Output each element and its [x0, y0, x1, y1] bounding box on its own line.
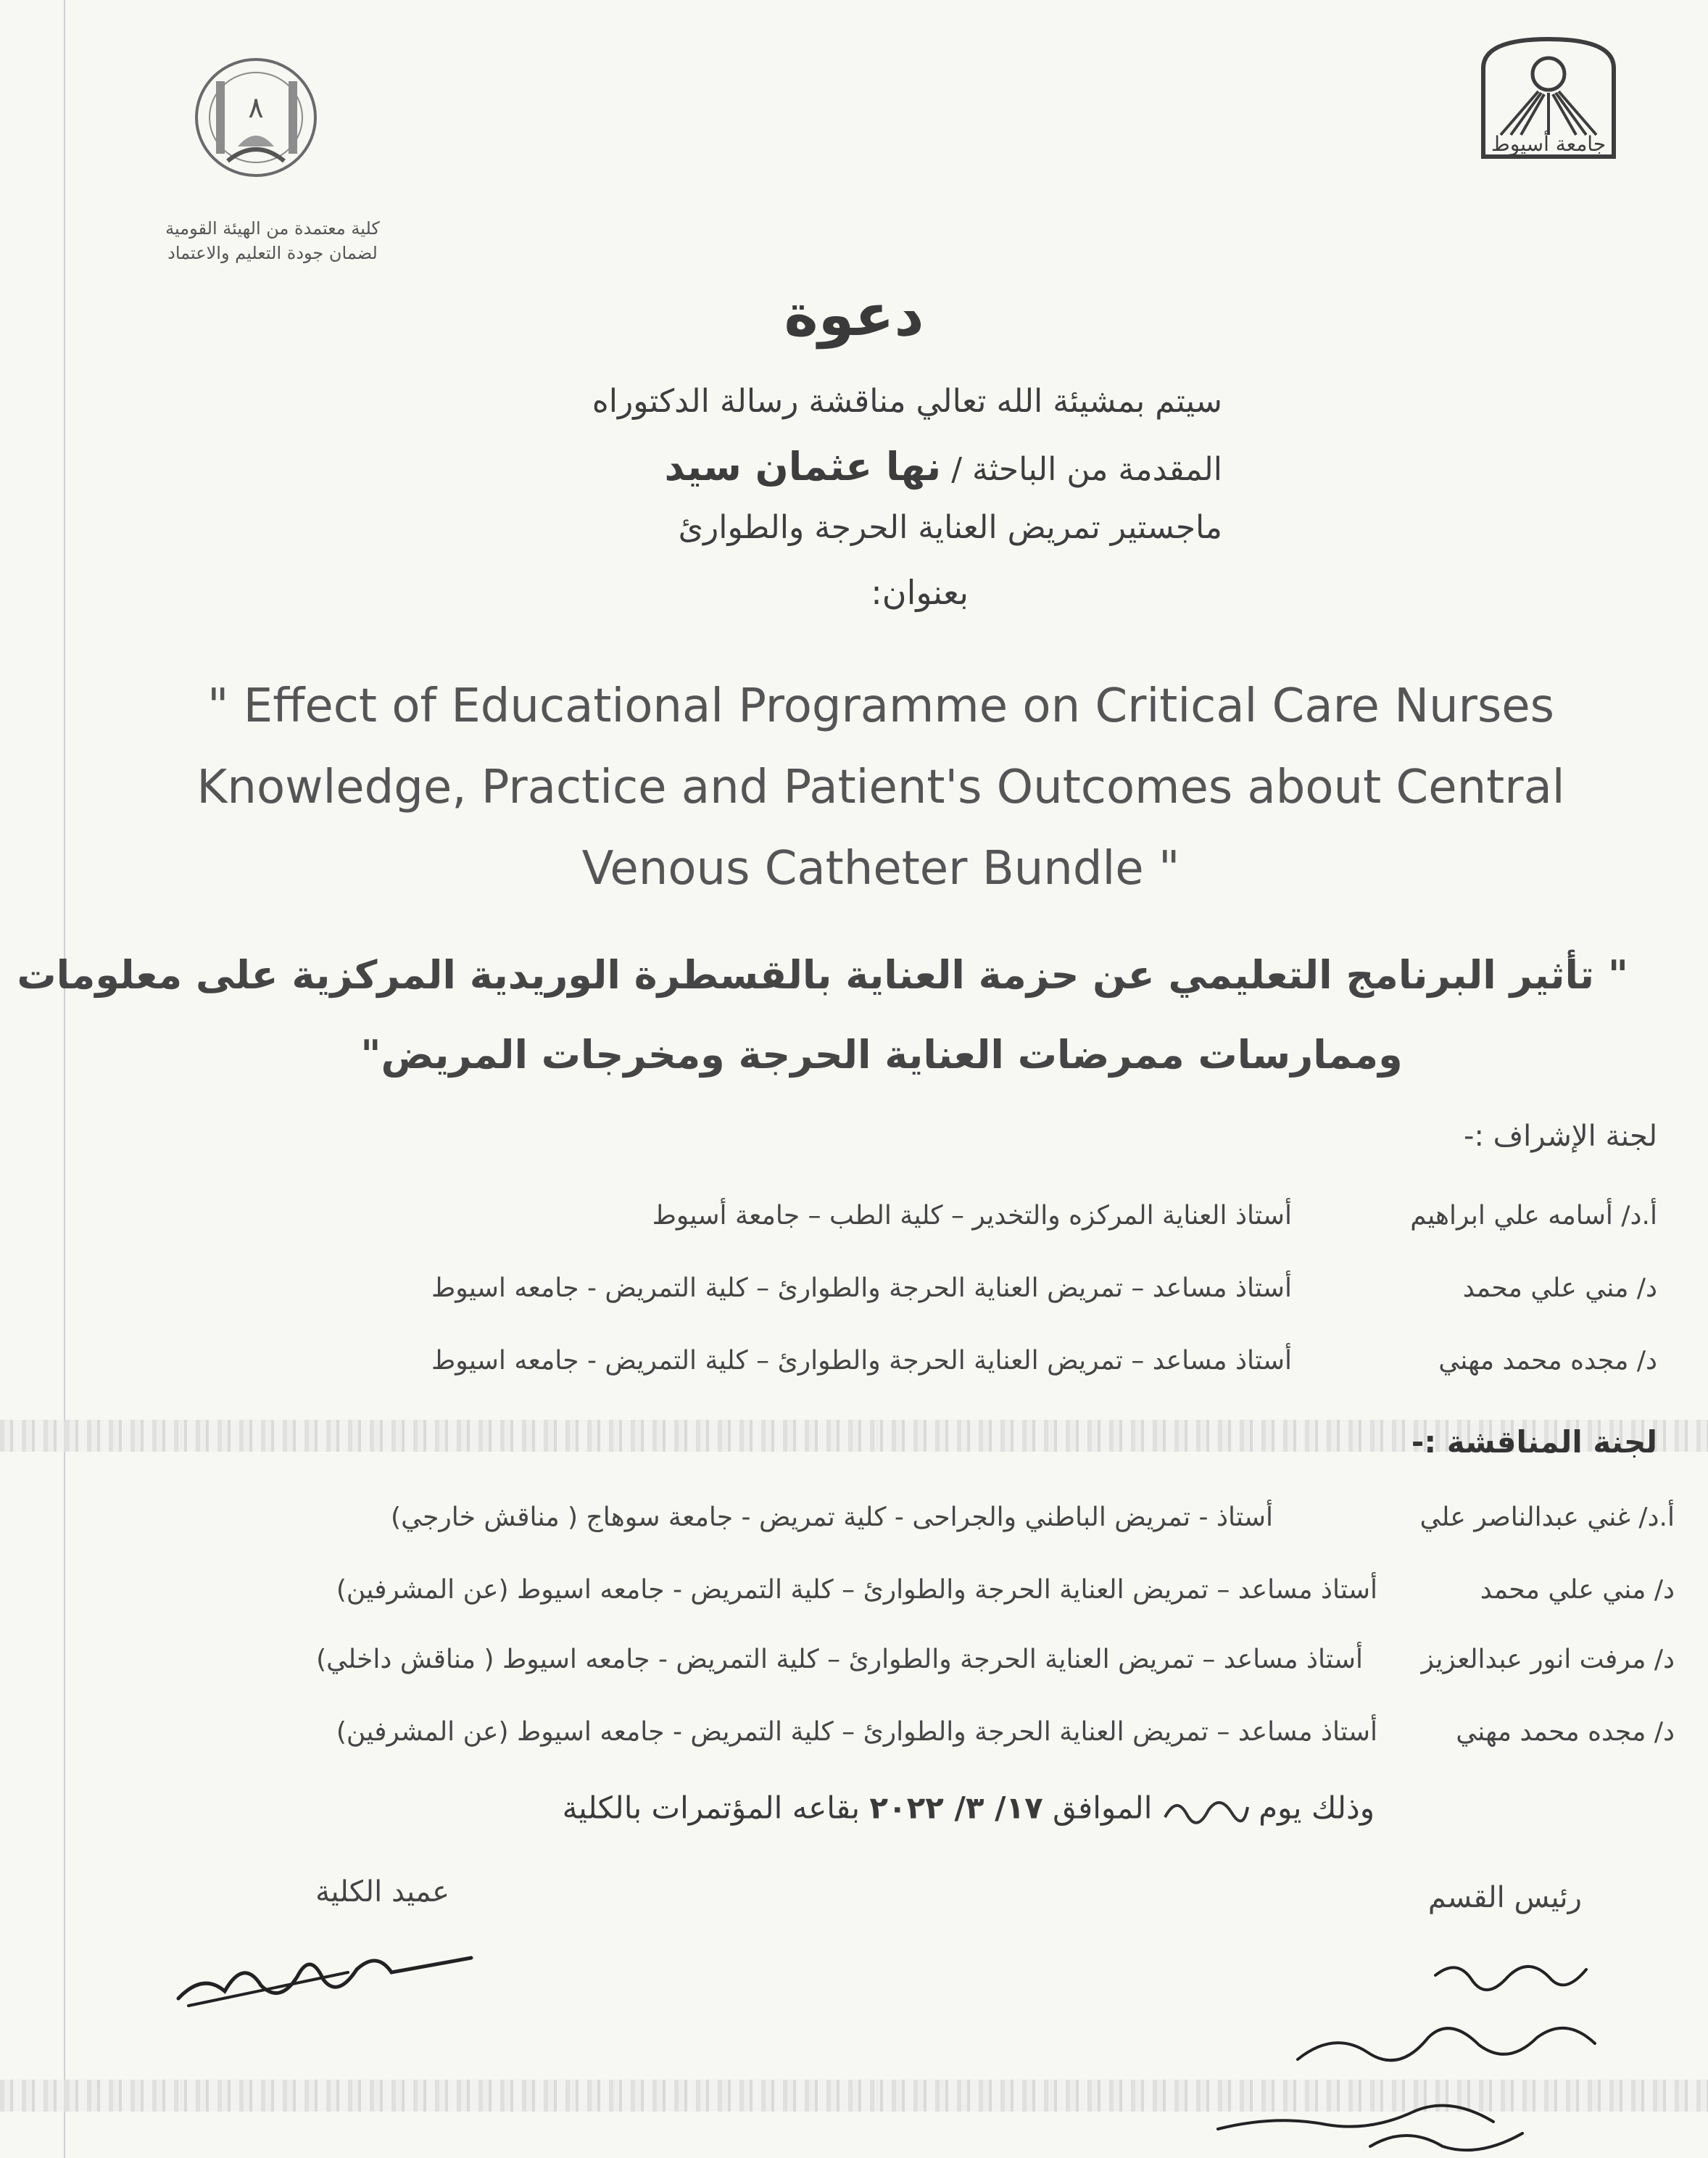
university-logo-text: جامعة أسيوط	[1491, 132, 1607, 156]
discussion-member-name: د/ مجده محمد مهني	[1456, 1717, 1675, 1747]
discussion-member-position: أستاذ مساعد – تمريض العناية الحرجة والطوارئ – كلية التمريض - جامعه اسيوط (عن المشرفين)	[336, 1575, 1377, 1605]
thesis-title-en-line-1: " Effect of Educational Programme on Critical Care Nurses	[207, 679, 1554, 733]
supervision-heading: لجنة الإشراف :-	[1464, 1120, 1657, 1153]
intro-line-3: ماجستير تمريض العناية الحرجة والطوارئ	[678, 509, 1222, 546]
thesis-title-en-line-3: Venous Catheter Bundle "	[581, 842, 1180, 896]
dean-signature-icon	[174, 1929, 478, 2016]
handwritten-day	[1162, 1788, 1249, 1832]
researcher-label: المقدمة من الباحثة /	[951, 451, 1222, 488]
page-title: دعوة	[784, 281, 924, 349]
date-line-suffix: بقاعه المؤتمرات بالكلية	[562, 1790, 861, 1826]
date-value: ١٧/ ٣/ ٢٠٢٢	[869, 1790, 1043, 1826]
researcher-name: نها عثمان سيد	[664, 444, 942, 489]
intro-line-2	[665, 444, 1222, 489]
supervision-member-position: أستاذ مساعد – تمريض العناية الحرجة والطوارئ – كلية التمريض - جامعه اسيوط	[431, 1346, 1292, 1376]
intro-line-4: بعنوان:	[871, 573, 969, 612]
thesis-title-ar-line-1: " تأثير البرنامج التعليمي عن حزمة العناية بالقسطرة الوريدية المركزية على معلومات	[17, 952, 1628, 998]
discussion-member-name: أ.د/ غني عبدالناصر علي	[1419, 1502, 1675, 1532]
discussion-member-position: أستاذ مساعد – تمريض العناية الحرجة والطوارئ – كلية التمريض - جامعه اسيوط (عن المشرفين)	[336, 1717, 1377, 1747]
accreditation-line-2: لضمان جودة التعليم والاعتماد	[167, 243, 378, 263]
thesis-title-ar	[17, 935, 1628, 1095]
supervision-member-name: د/ مني علي محمد	[1462, 1273, 1657, 1303]
thesis-title-ar-line-2: وممارسات ممرضات العناية الحرجة ومخرجات المريض"	[360, 1032, 1403, 1078]
discussion-member-position: أستاذ - تمريض الباطني والجراحى - كلية تمريض - جامعة سوهاج ( مناقش خارجي)	[391, 1502, 1273, 1532]
discussion-member-name: د/ مني علي محمد	[1480, 1575, 1675, 1605]
discussion-heading: لجنة المناقشة :-	[1411, 1424, 1657, 1460]
discussion-member-name: د/ مرفت انور عبدالعزيز	[1421, 1645, 1675, 1674]
university-logo-icon	[1476, 33, 1621, 161]
dean-label: عميد الكلية	[315, 1875, 449, 1909]
thesis-title-en-line-2: Knowledge, Practice and Patient's Outcomes about Central	[196, 761, 1565, 814]
accreditation-text	[135, 216, 410, 265]
department-head-signature-icon	[1189, 1951, 1653, 2158]
department-head-label: رئيس القسم	[1427, 1881, 1582, 1914]
accreditation-logo-icon	[187, 52, 325, 183]
discussion-member-position: أستاذ مساعد – تمريض العناية الحرجة والطوارئ – كلية التمريض - جامعه اسيوط ( مناقش داخلي)	[316, 1645, 1363, 1674]
date-line-middle: الموافق	[1053, 1790, 1153, 1826]
accreditation-line-1: كلية معتمدة من الهيئة القومية	[165, 218, 380, 239]
supervision-member-name: د/ مجده محمد مهني	[1438, 1346, 1657, 1376]
date-line-prefix: وذلك يوم	[1259, 1790, 1375, 1826]
thesis-title-en	[174, 666, 1588, 909]
intro-line-1: سيتم بمشيئة الله تعالي مناقشة رسالة الدكتوراه	[592, 383, 1222, 420]
date-line	[563, 1788, 1375, 1832]
supervision-member-position: أستاذ العناية المركزه والتخدير – كلية الطب – جامعة أسيوط	[652, 1201, 1292, 1231]
supervision-member-name: أ.د/ أسامه علي ابراهيم	[1410, 1201, 1657, 1231]
svg-text:٨: ٨	[248, 91, 264, 125]
supervision-member-position: أستاذ مساعد – تمريض العناية الحرجة والطوارئ – كلية التمريض - جامعه اسيوط	[431, 1273, 1292, 1303]
